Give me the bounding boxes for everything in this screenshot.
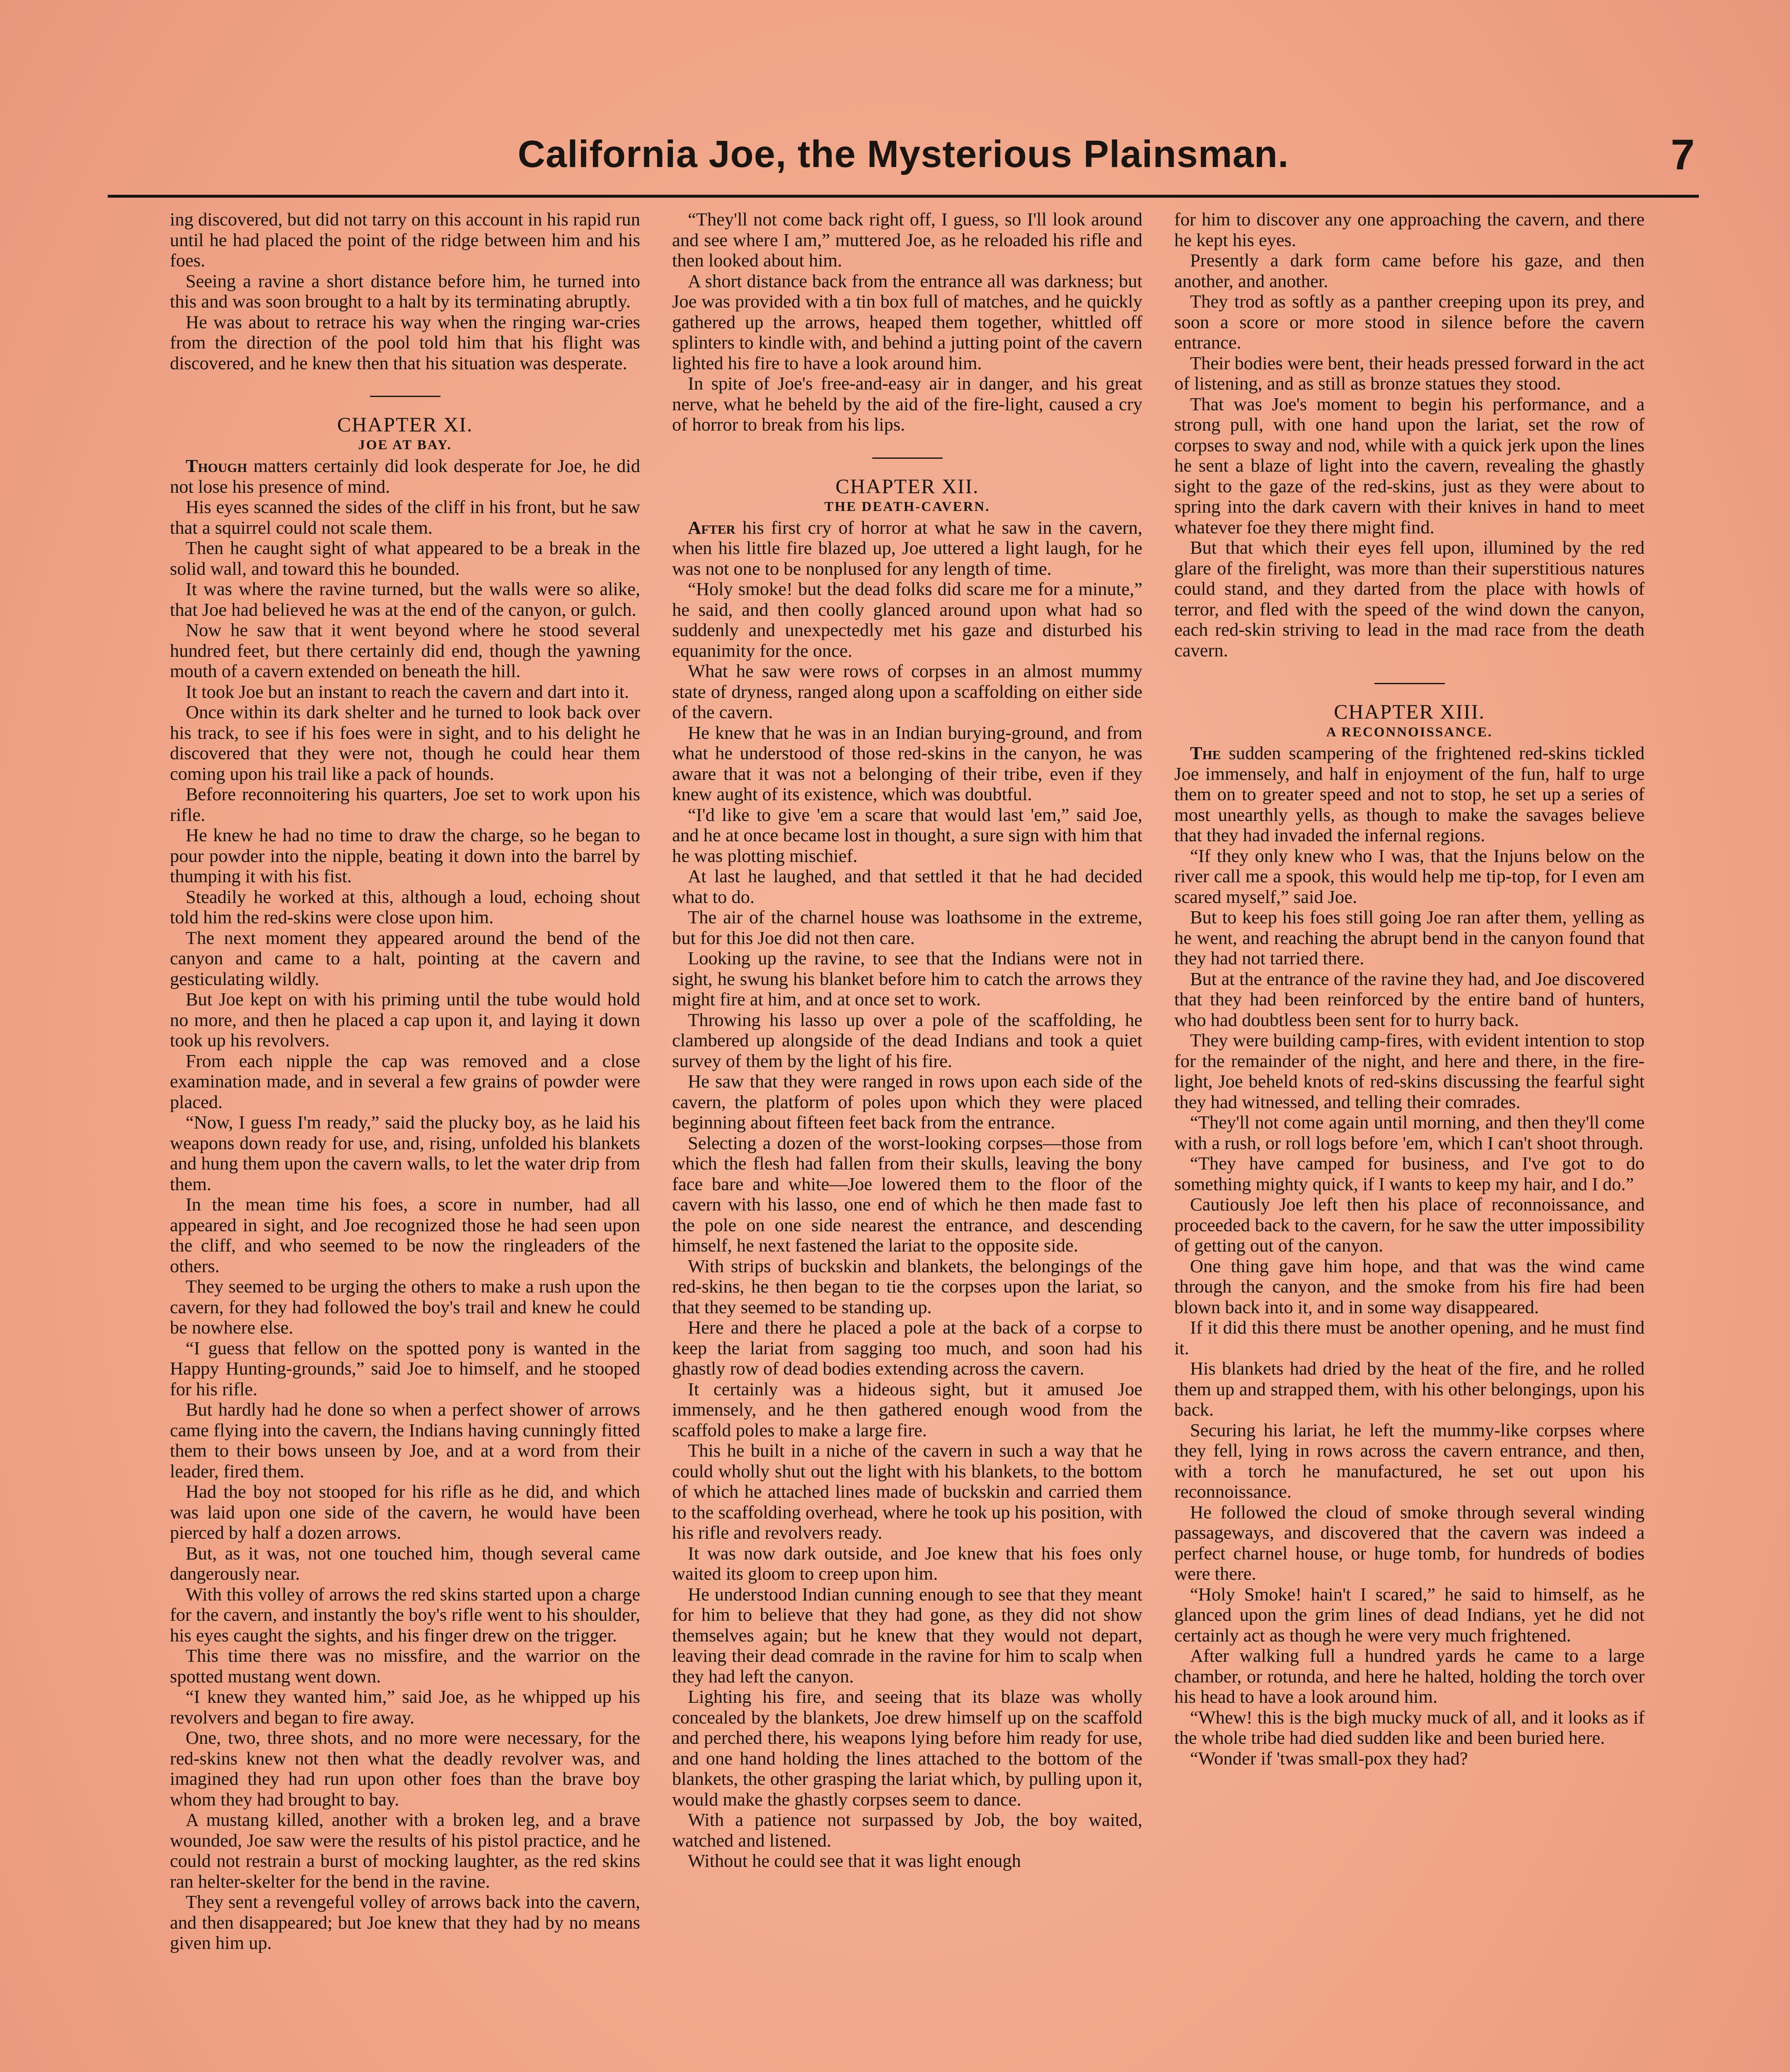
paragraph: Their bodies were bent, their heads pressed forward in the act of listening, and as still as bronze statues they stood. [1174,352,1645,394]
paragraph: Looking up the ravine, to see that the Indians were not in sight, he swung his blanket before him to catch the arrows they might fire at him, and at once set to work. [672,948,1142,1009]
paragraph: What he saw were rows of corpses in an almost mummy state of dryness, ranged along upon a scaffolding on either side of the cavern. [672,661,1142,722]
paragraph: But that which their eyes fell upon, illumined by the red glare of the firelight, was more than their superstitious natures could stand, and they darted from the place with howls of terror, and fled with the speed of the wind down the canyon, each red-skin striving to lead in the mad race from the death cavern. [1174,537,1645,661]
paragraph: Before reconnoitering his quarters, Joe set to work upon his rifle. [170,784,640,825]
chapter-title: CHAPTER XI. [337,413,473,436]
text-columns [170,209,1645,2072]
paragraph: “Now, I guess I'm ready,” said the plucky boy, as he laid his weapons down ready for use, and, rising, unfolded his blankets and hung them upon the cavern walls, to let the water drip from them. [170,1112,640,1194]
chapter-rule [1374,683,1445,684]
paragraph: He knew that he was in an Indian burying-ground, and from what he understood of those red-skins in the canyon, he was aware that it was not a belonging of their tribe, even if they knew aught of its existence, which was doubtful. [672,722,1142,804]
paragraph: Had the boy not stooped for his rifle as he did, and which was laid upon one side of the cavern, he would have been pierced by half a dozen arrows. [170,1481,640,1543]
paragraph: But to keep his foes still going Joe ran after them, yelling as he went, and reaching the abrupt bend in the canyon found that they had not tarried there. [1174,907,1645,968]
paragraph: A short distance back from the entrance all was darkness; but Joe was provided with a tin box full of matches, and he quickly gathered up the arrows, heaped them together, whittled off splinters to kindle with, and behind a jutting point of the cavern lighted his fire to have a look around him. [672,270,1142,373]
running-title: California Joe, the Mysterious Plainsman. [518,133,1289,175]
paragraph: ing discovered, but did not tarry on this account in his rapid run until he had placed the point of the ridge between him and his foes. [170,209,640,271]
paragraph: This he built in a niche of the cavern in such a way that he could wholly shut out the light with his blankets, to the bottom of which he attached lines made of buckskin and carried them to the scaffolding overhead, where he took up his position, with his rifle and revolvers ready. [672,1440,1142,1543]
paragraph-text: matters certainly did look desperate for Joe, he did not lose his presence of mind. [170,455,640,497]
paragraph: “I knew they wanted him,” said Joe, as he whipped up his revolvers and began to fire away. [170,1686,640,1728]
paragraph: Securing his lariat, he left the mummy-like corpses where they fell, lying in rows across the cavern entrance, and then, with a torch he manufactured, he set out upon his reconnoissance. [1174,1419,1645,1502]
lead-word: The [1190,743,1221,763]
chapter-subtitle: THE DEATH-CAVERN. [824,499,990,514]
paragraph: Here and there he placed a pole at the back of a corpse to keep the lariat from sagging too much, and soon had his ghastly row of dead bodies extending across the cavern. [672,1317,1142,1379]
chapter-subtitle: JOE AT BAY. [358,438,452,453]
paragraph: It certainly was a hideous sight, but it amused Joe immensely, and he then gathered enough wood from the scaffold poles to make a large fire. [672,1378,1142,1440]
paragraph: Once within its dark shelter and he turned to look back over his track, to see if his foes were in sight, and to his delight he discovered that they were not, though he could hear them coming upon his trail like a pack of hounds. [170,702,640,784]
paragraph: He was about to retrace his way when the ringing war-cries from the direction of the pool told him that his flight was discovered, and he knew then that his situation was desperate. [170,311,640,373]
paragraph: Now he saw that it went beyond where he stood several hundred feet, but there certainly did end, though the yawning mouth of a cavern extended on beneath the hill. [170,620,640,681]
paragraph [672,518,1142,579]
paragraph: Presently a dark form came before his gaze, and then another, and another. [1174,250,1645,291]
paragraph: At last he laughed, and that settled it that he had decided what to do. [672,866,1142,907]
paragraph-text: his first cry of horror at what he saw in the cavern, when his little fire blazed up, Joe uttered a light laugh, for he was not one to be nonplused for any length of time. [672,517,1142,579]
paragraph: This time there was no missfire, and the warrior on the spotted mustang went down. [170,1645,640,1687]
paragraph: His eyes scanned the sides of the cliff in his front, but he saw that a squirrel could not scale them. [170,496,640,538]
paragraph: But hardly had he done so when a perfect shower of arrows came flying into the cavern, the Indians having cunningly fitted them to their bows unseen by Joe, and at a word from their leader, fired them. [170,1399,640,1481]
paragraph: That was Joe's moment to begin his performance, and a strong pull, with one hand upon the lariat, set the row of corpses to sway and nod, while with a quick jerk upon the lines he sent a blaze of light into the cavern, revealing the ghastly sight to the gaze of the red-skins, just as they were about to spring into the dark cavern with their knives in hand to meet whatever foe they there might find. [1174,393,1645,537]
paragraph: “They have camped for business, and I've got to do something mighty quick, if I wants to keep my hair, and I do.” [1174,1153,1645,1194]
paragraph: One, two, three shots, and no more were necessary, for the red-skins knew not then what the deadly revolver was, and imagined they had run upon other foes than the brave boy whom they had brought to bay. [170,1727,640,1810]
paragraph: Seeing a ravine a short distance before him, he turned into this and was soon brought to a halt by its terminating abruptly. [170,270,640,312]
paragraph: They trod as softly as a panther creeping upon its prey, and soon a score or more stood in silence before the cavern entrance. [1174,291,1645,353]
page-header [108,124,1699,198]
paragraph: His blankets had dried by the heat of the fire, and he rolled them up and strapped them, with his other belongings, upon his back. [1174,1358,1645,1420]
paragraph: “Whew! this is the bigh mucky muck of all, and it looks as if the whole tribe had died sudden like and been buried here. [1174,1706,1645,1748]
paragraph: Cautiously Joe left then his place of reconnoissance, and proceeded back to the cavern, for he saw the utter impossibility of getting out of the canyon. [1174,1194,1645,1256]
paragraph: “Holy Smoke! hain't I scared,” he said to himself, as he glanced upon the grim lines of dead Indians, yet he did not certainly act as though he were very much frightened. [1174,1583,1645,1646]
chapter-heading [672,457,1142,516]
paragraph: “If they only knew who I was, that the Injuns below on the river call me a spook, this would help me tip-top, for I even am scared myself,” said Joe. [1174,845,1645,907]
chapter-title: CHAPTER XII. [835,474,979,498]
paragraph: Without he could see that it was light enough [688,1850,1021,1871]
paragraph: for him to discover any one approaching the cavern, and there he kept his eyes. [1174,209,1645,250]
paragraph: They were building camp-fires, with evident intention to stop for the remainder of the night, and here and there, in the fire-light, Joe beheld knots of red-skins discussing the fearful sight they had witnessed, and telling their comrades. [1174,1030,1645,1112]
page-number: 7 [1671,131,1695,179]
chapter-rule [872,457,943,459]
paragraph: But, as it was, not one touched him, though several came dangerously near. [170,1542,640,1584]
paragraph: “Wonder if 'twas small-pox they had? [1190,1748,1468,1769]
paragraph: It took Joe but an instant to reach the cavern and dart into it. [186,681,629,702]
paragraph-text: sudden scampering of the frightened red-skins tickled Joe immensely, and half in enjoyment of the fun, half to urge them on to greater speed and not to stop, he set up a series of most unearthly yells, as though to make the savages believe that they had invaded the infernal regions. [1174,743,1645,845]
paragraph: With this volley of arrows the red skins started upon a charge for the cavern, and instantly the boy's rifle went to his shoulder, his eyes caught the sights, and his finger drew on the trigger. [170,1583,640,1646]
paragraph: In spite of Joe's free-and-easy air in danger, and his great nerve, what he beheld by the aid of the fire-light, caused a cry of horror to break from his lips. [672,373,1142,435]
paragraph: He followed the cloud of smoke through several winding passageways, and discovered that the cavern was indeed a perfect charnel house, or huge tomb, for hundreds of bodies were there. [1174,1501,1645,1584]
paragraph: It was now dark outside, and Joe knew that his foes only waited its gloom to creep upon him. [672,1542,1142,1584]
chapter-rule [370,396,440,397]
paragraph [1174,743,1645,846]
chapter-heading [1174,683,1645,741]
paragraph [170,456,640,497]
lead-word: Though [186,455,247,476]
paragraph: Steadily he worked at this, although a loud, echoing shout told him the red-skins were close upon him. [170,886,640,927]
paragraph: They sent a revengeful volley of arrows back into the cavern, and then disappeared; but Joe knew that they had by no means given him up. [170,1891,640,1953]
paragraph: “I'd like to give 'em a scare that would last 'em,” said Joe, and he at once became lost in thought, a sure sign with him that he was plotting mischief. [672,804,1142,866]
paragraph: He understood Indian cunning enough to see that they meant for him to believe that they had gone, as they did not show themselves again; but he knew that they would not depart, leaving their dead comrade in the ravine for him to scalp when they had left the canyon. [672,1583,1142,1687]
lead-word: After [688,517,735,538]
paragraph: “They'll not come again until morning, and then they'll come with a rush, or roll logs before 'em, which I can't shoot through. [1174,1112,1645,1153]
paragraph: Selecting a dozen of the worst-looking corpses—those from which the flesh had fallen from their skulls, leaving the bony face bare and white—Joe lowered them to the floor of the cavern with his lasso, one end of which he then made fast to the pole on one side nearest the entrance, and descending himself, he next fastened the lariat to the opposite side. [672,1132,1142,1256]
paragraph: With strips of buckskin and blankets, the belongings of the red-skins, he then began to tie the corpses upon the lariat, so that they seemed to be standing up. [672,1255,1142,1317]
paragraph: He saw that they were ranged in rows upon each side of the cavern, the platform of poles upon which they were placed beginning about fifteen feet back from the entrance. [672,1071,1142,1133]
paragraph: Throwing his lasso up over a pole of the scaffolding, he clambered up alongside of the dead Indians and took a quiet survey of them by the light of his fire. [672,1009,1142,1071]
paragraph: The air of the charnel house was loathsome in the extreme, but for this Joe did not then care. [672,907,1142,948]
paragraph: If it did this there must be another opening, and he must find it. [1174,1317,1645,1358]
paragraph: “They'll not come back right off, I guess, so I'll look around and see where I am,” muttered Joe, as he reloaded his rifle and then looked about him. [672,209,1142,271]
column-3 [1174,209,1645,2072]
column-2 [672,209,1142,2072]
paragraph: In the mean time his foes, a score in number, had all appeared in sight, and Joe recognized those he had seen upon the cliff, and who seemed to be now the ringleaders of the others. [170,1194,640,1276]
paragraph: After walking full a hundred yards he came to a large chamber, or rotunda, and here he halted, holding the torch over his head to have a look around him. [1174,1645,1645,1707]
paragraph: It was where the ravine turned, but the walls were so alike, that Joe had believed he was at the end of the canyon, or gulch. [170,579,640,620]
paragraph: A mustang killed, another with a broken leg, and a brave wounded, Joe saw were the results of his pistol practice, and he could not restrain a burst of mocking laughter, as the red skins ran helter-skelter for the bend in the ravine. [170,1809,640,1892]
chapter-heading [170,396,640,454]
chapter-subtitle: A RECONNOISSANCE. [1326,725,1493,740]
paragraph: With a patience not surpassed by Job, the boy waited, watched and listened. [672,1809,1142,1851]
paragraph: He knew he had no time to draw the charge, so he began to pour powder into the nipple, beating it down into the barrel by thumping it with his fist. [170,825,640,886]
paragraph: Then he caught sight of what appeared to be a break in the solid wall, and toward this he bounded. [170,537,640,579]
column-1 [170,209,640,2072]
paragraph: One thing gave him hope, and that was the wind came through the canyon, and the smoke from his fire had been blown back into it, and in some way disappeared. [1174,1255,1645,1317]
chapter-title: CHAPTER XIII. [1334,700,1485,723]
paragraph: “I guess that fellow on the spotted pony is wanted in the Happy Hunting-grounds,” said Joe to himself, and he stooped for his rifle. [170,1337,640,1399]
paragraph: The next moment they appeared around the bend of the canyon and came to a halt, pointing at the cavern and gesticulating wildly. [170,927,640,989]
paragraph: Lighting his fire, and seeing that its blaze was wholly concealed by the blankets, Joe drew himself up on the scaffold and perched there, his weapons lying before him ready for use, and one hand holding the lines attached to the bottom of the blankets, the other grasping the lariat which, by pulling upon it, would make the ghastly corpses seem to dance. [672,1686,1142,1810]
paragraph: But Joe kept on with his priming until the tube would hold no more, and then he placed a cap upon it, and laying it down took up his revolvers. [170,989,640,1051]
paragraph: But at the entrance of the ravine they had, and Joe discovered that they had been reinforced by the entire band of hunters, who had doubtless been sent for to hurry back. [1174,968,1645,1030]
paragraph: “Holy smoke! but the dead folks did scare me for a minute,” he said, and then coolly glanced around upon what had so suddenly and unexpectedly met his gaze and disturbed his equanimity for the once. [672,579,1142,661]
paragraph: From each nipple the cap was removed and a close examination made, and in several a few grains of powder were placed. [170,1050,640,1112]
paragraph: They seemed to be urging the others to make a rush upon the cavern, for they had followed the boy's trail and knew he could be nowhere else. [170,1276,640,1338]
